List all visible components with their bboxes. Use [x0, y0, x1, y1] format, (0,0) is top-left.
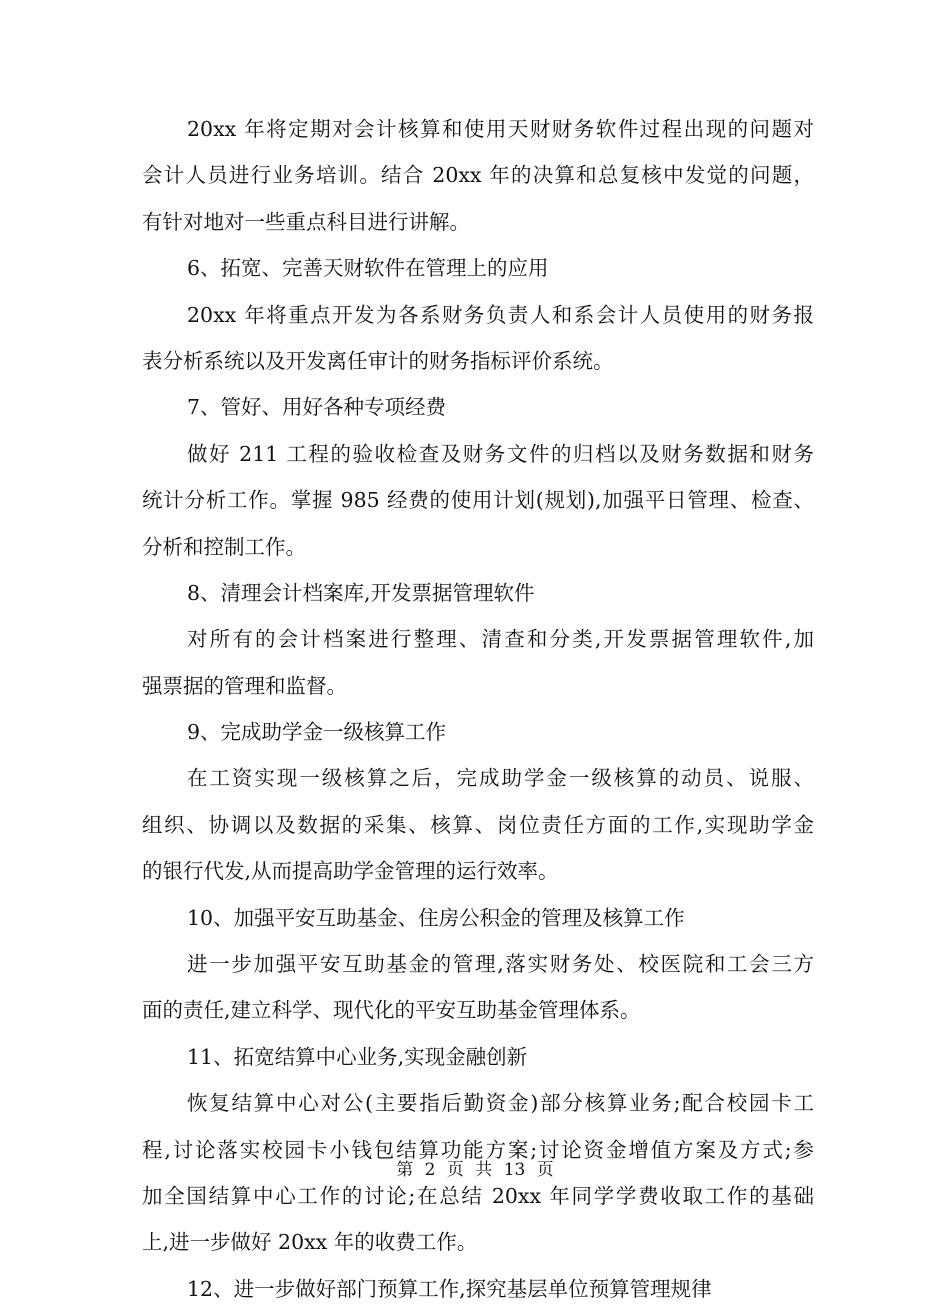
text-line: 有针对地对一些重点科目进行讲解。	[142, 209, 470, 234]
text-line: 11、拓宽结算中心业务,实现金融创新	[187, 1044, 528, 1069]
text-line: 12、进一步做好部门预算工作,探究基层单位预算管理规律	[187, 1276, 712, 1301]
text-line: 组织、协调以及数据的采集、核算、岗位责任方面的工作,实现助学金	[142, 812, 814, 837]
text-line: 20xx 年将定期对会计核算和使用天财财务软件过程出现的问题对	[187, 117, 814, 141]
text-line: 9、完成助学金一级核算工作	[187, 720, 447, 745]
text-line: 20xx 年将重点开发为各系财务负责人和系会计人员使用的财务报	[187, 302, 814, 327]
text-line: 统计分析工作。掌握 985 经费的使用计划(规划),加强平日管理、检查、	[142, 488, 814, 513]
text-line: 10、加强平安互助基金、住房公积金的管理及核算工作	[187, 905, 685, 930]
text-line: 在工资实现一级核算之后，完成助学金一级核算的动员、说服、	[187, 766, 814, 791]
text-line: 上,进一步做好 20xx 年的收费工作。	[142, 1230, 478, 1255]
text-line: 做好 211 工程的验收检查及财务文件的归档以及财务数据和财务	[187, 441, 814, 466]
document-body	[142, 106, 814, 1312]
text-line: 的银行代发,从而提高助学金管理的运行效率。	[142, 859, 559, 884]
text-line: 恢复结算中心对公(主要指后勤资金)部分核算业务;配合校园卡工	[187, 1091, 814, 1116]
text-line: 表分析系统以及开发离任审计的财务指标评价系统。	[142, 348, 614, 373]
text-line: 强票据的管理和监督。	[142, 673, 347, 698]
text-line: 进一步加强平安互助基金的管理,落实财务处、校医院和工会三方	[187, 952, 814, 977]
text-line: 会计人员进行业务培训。结合 20xx 年的决算和总复核中发觉的问题，	[142, 163, 814, 188]
text-line: 6、拓宽、完善天财软件在管理上的应用	[187, 256, 549, 281]
text-line: 7、管好、用好各种专项经费	[187, 395, 447, 420]
text-line: 程,讨论落实校园卡小钱包结算功能方案;讨论资金增值方案及方式;参	[142, 1137, 814, 1162]
text-line: 加全国结算中心工作的讨论;在总结 20xx 年同学学费收取工作的基础	[142, 1183, 814, 1208]
page-footer: 第 2 页 共 13 页	[396, 1160, 554, 1180]
text-line: 分析和控制工作。	[142, 534, 306, 559]
text-line: 对所有的会计档案进行整理、清查和分类,开发票据管理软件,加	[187, 627, 814, 652]
text-line: 面的责任,建立科学、现代化的平安互助基金管理体系。	[142, 998, 641, 1023]
text-line: 8、清理会计档案库,开发票据管理软件	[187, 580, 535, 605]
